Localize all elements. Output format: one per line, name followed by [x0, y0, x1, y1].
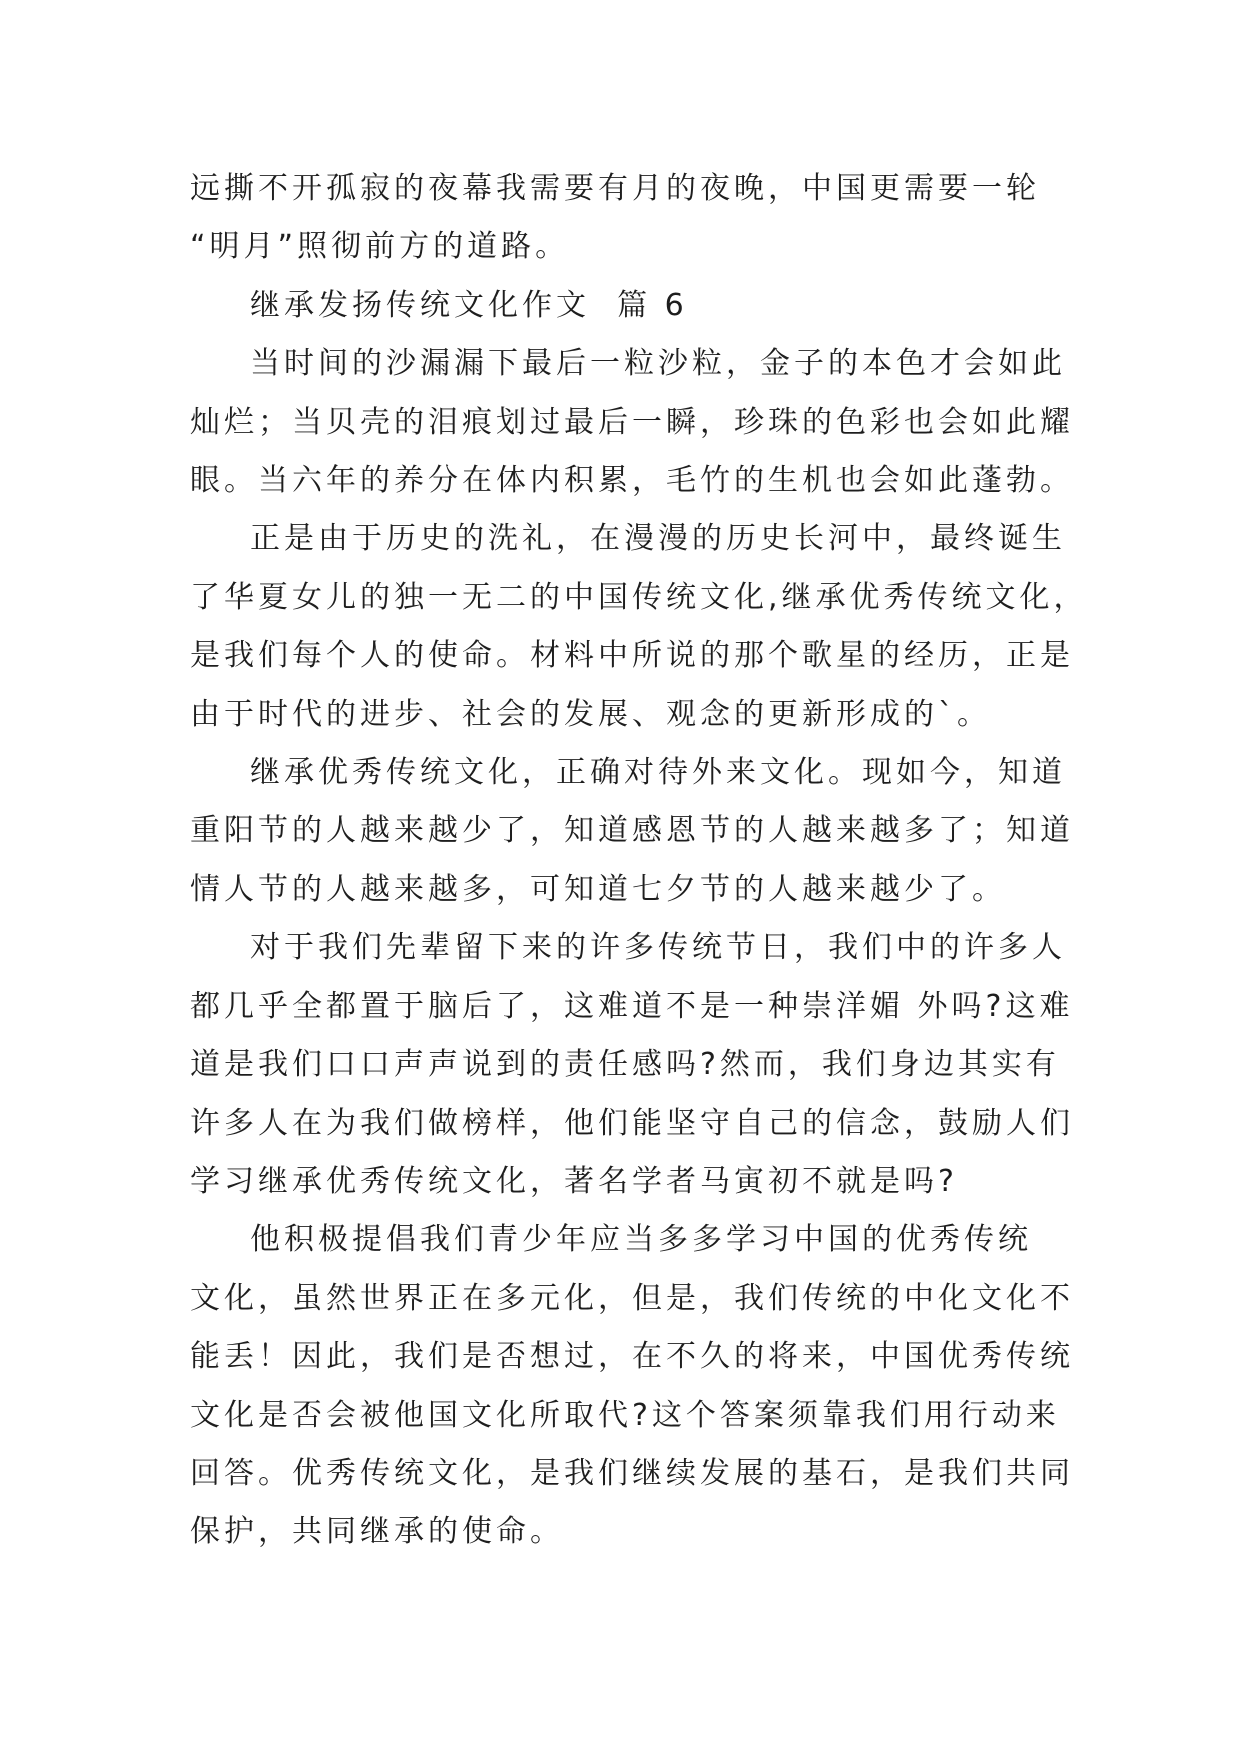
text-line: 远撕不开孤寂的夜幕我需要有月的夜晚，中国更需要一轮: [190, 171, 1040, 206]
text-line: 保护，共同继承的使命。: [190, 1514, 564, 1550]
text-line: 重阳节的人越来越少了，知道感恩节的人越来越多了；知道: [190, 813, 1074, 849]
paragraph-5: [190, 1211, 1074, 1561]
text-line: 道是我们口口声声说到的责任感吗?然而，我们身边其实有: [190, 1047, 1060, 1083]
text-line: 是我们每个人的使命。材料中所说的那个歌星的经历，正是: [190, 638, 1074, 674]
text-line: 由于时代的进步、社会的发展、观念的更新形成的`。: [190, 696, 991, 732]
text-line: 许多人在为我们做榜样，他们能坚守自己的信念，鼓励人们: [190, 1105, 1074, 1141]
opening-paragraph: [190, 160, 1060, 277]
text-line: 眼。当六年的养分在体内积累，毛竹的生机也会如此蓬勃。: [190, 463, 1074, 499]
paragraph-4: [190, 919, 1074, 1211]
text-line: 对于我们先辈留下来的许多传统节日，我们中的许多人: [250, 930, 1066, 966]
text-line: 回答。优秀传统文化，是我们继续发展的基石，是我们共同: [190, 1455, 1074, 1491]
paragraph-3: [190, 744, 1074, 919]
text-line: “明月”照彻前方的道路。: [190, 229, 570, 265]
section-title-text: 继承发扬传统文化作文 篇 6: [250, 287, 688, 323]
text-line: 继承优秀传统文化，正确对待外来文化。现如今，知道: [250, 755, 1066, 791]
text-line: 文化，虽然世界正在多元化，但是，我们传统的中化文化不: [190, 1280, 1074, 1316]
text-line: 情人节的人越来越多，可知道七夕节的人越来越少了。: [190, 871, 1006, 907]
section-title: [190, 277, 1060, 335]
text-line: 了华夏女儿的独一无二的中国传统文化,继承优秀传统文化，: [190, 579, 1088, 615]
text-line: 文化是否会被他国文化所取代?这个答案须靠我们用行动来: [190, 1397, 1060, 1433]
paragraph-2: [190, 510, 1088, 744]
document-body: [190, 160, 1088, 1562]
text-line: 当时间的沙漏漏下最后一粒沙粒，金子的本色才会如此: [250, 346, 1066, 382]
text-line: 灿烂；当贝壳的泪痕划过最后一瞬，珍珠的色彩也会如此耀: [190, 404, 1074, 440]
text-line: 都几乎全都置于脑后了，这难道不是一种崇洋媚 外吗?这难: [190, 988, 1074, 1024]
paragraph-1: [190, 335, 1074, 510]
text-line: 正是由于历史的洗礼，在漫漫的历史长河中，最终诞生: [250, 521, 1066, 557]
text-line: 学习继承优秀传统文化，著名学者马寅初不就是吗?: [190, 1163, 958, 1199]
text-line: 他积极提倡我们青少年应当多多学习中国的优秀传统: [250, 1222, 1032, 1258]
text-line: 能丢！因此，我们是否想过，在不久的将来，中国优秀传统: [190, 1339, 1074, 1375]
